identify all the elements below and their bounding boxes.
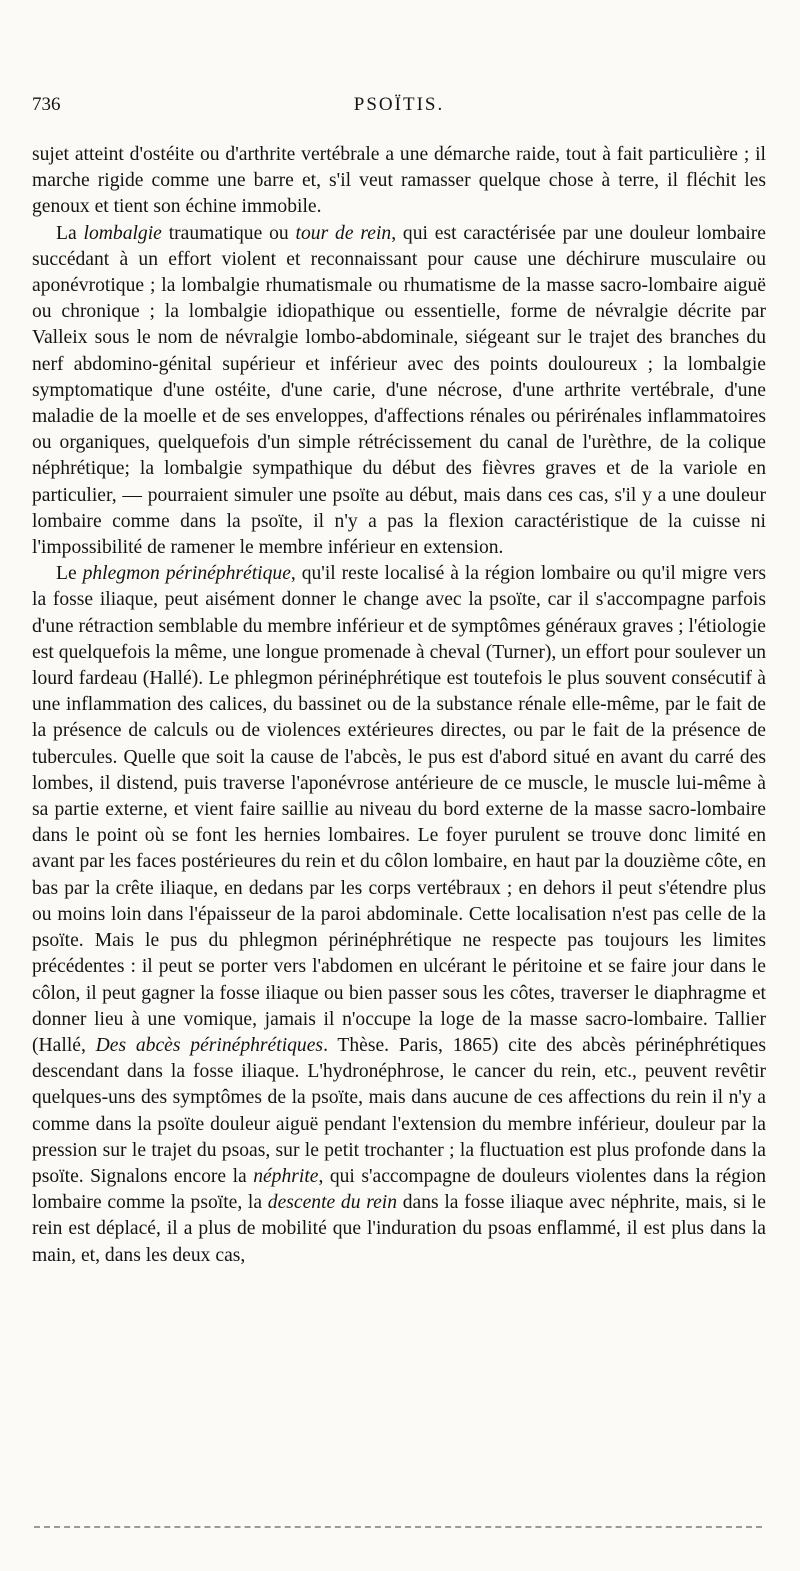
italic-term: lombalgie: [83, 222, 162, 244]
italic-term: néphrite: [253, 1165, 319, 1187]
italic-term: phlegmon périnéphrétique: [82, 563, 291, 585]
page-number: 736: [32, 94, 61, 115]
paragraph: [32, 561, 766, 1268]
text-run: La: [56, 222, 84, 244]
italic-term: Des abcès périnéphrétiques: [95, 1034, 324, 1056]
text-run: , qu'il reste localisé à la région lombaire ou qu'il migre vers la fosse iliaque, peut aisément donner le change avec la psoïte, car il s'accompagne parfois d'une rétraction semblable du membre inférieur et de symptômes généraux graves ; l'étiologie est quelquefois la même, une longue promenade à cheval (Turner), un effort pour soulever un lourd fardeau (Hallé). Le phlegmon périnéphrétique est toutefois le plus souvent consécutif à une inflammation des calices, du bassinet ou de la substance rénale elle-même, par le fait de la présence de calculs ou de violences extérieures directes, ou par le fait de la présence de tubercules. Quelle que soit la cause de l'abcès, le pus est d'abord situé en avant du carré des lombes, il distend, puis traverse l'aponévrose antérieure de ce muscle, le muscle lui-même à sa partie externe, et vient faire saillie au niveau du bord externe de la masse sacro-lombaire dans le point où se font les hernies lombaires. Le foyer purulent se trouve donc limité en avant par les faces postérieures du rein et du côlon lombaire, en haut par la douzième côte, en bas par la crête iliaque, en dedans par les corps vertébraux ; en dehors il peut s'étendre plus ou moins loin dans l'épaisseur de la paroi abdominale. Cette localisation n'est pas celle de la psoïte. Mais le pus du phlegmon périnéphrétique ne respecte pas toujours les limites précédentes : il peut se porter vers l'abdomen en ulcérant le péritoine et se faire jour dans le côlon, il peut gagner la fosse iliaque ou bien passer sous les côtes, traverser le diaphragme et donner lieu à une vomique, jamais il n'occupe la loge de la masse sacro-lombaire. Tallier (Hallé,: [32, 563, 767, 1056]
running-title: PSOÏTIS.: [353, 94, 445, 115]
text-run: dans la fosse iliaque avec néphrite, mais, si le rein est déplacé, il a plus de mobilité que l'induration du psoas enflammé, il est plus dans la main, et, dans les deux cas,: [32, 1192, 766, 1266]
body-text: [32, 142, 766, 1269]
footer-rule: [34, 1526, 762, 1528]
text-run: traumatique ou: [161, 222, 296, 244]
italic-term: descente du rein: [267, 1192, 398, 1214]
text-run: sujet atteint d'ostéite ou d'arthrite vertébrale a une démarche raide, tout à fait particulière ; il marche rigide comme une barre et, s'il veut ramasser quelque chose à terre, il fléchit les genoux et tient son échine immobile.: [32, 144, 766, 218]
paragraph: [32, 142, 766, 221]
text-run: . Thèse. Paris, 1865) cite des abcès périnéphrétiques descendant dans la fosse iliaque. L'hydronéphrose, le cancer du rein, etc., peuvent revêtir quelques-uns des symptômes de la psoïte, mais dans aucune de ces affections du rein il n'y a comme dans la psoïte douleur aiguë pendant l'extension du membre inférieur, douleur par la pression sur le trajet du psoas, sur le petit trochanter ; la fluctuation est plus profonde dans la psoïte. Signalons encore la: [32, 1034, 766, 1187]
text-run: , qui s'accompagne de douleurs violentes dans la région lombaire comme la psoïte, la: [32, 1165, 766, 1214]
running-head: [32, 94, 766, 120]
text-run: , qui est caractérisée par une douleur lombaire succédant à un effort violent et reconnaissant pour cause une déchirure musculaire ou aponévrotique ; la lombalgie rhumatismale ou rhumatisme de la masse sacro-lombaire aiguë ou chronique ; la lombalgie idiopathique ou essentielle, forme de névralgie décrite par Valleix sous le nom de névralgie lombo-abdominale, siégeant sur le trajet des branches du nerf abdomino-génital supérieur et inférieur avec des points douloureux ; la lombalgie symptomatique d'une ostéite, d'une carie, d'une nécrose, d'une arthrite vertébrale, d'une maladie de la moelle et de ses enveloppes, d'affections rénales ou périrénales inflammatoires ou organiques, quelquefois d'un simple rétrécissement du canal de l'urèthre, de la colique néphrétique; la lombalgie sympathique du début des fièvres graves et de la variole en particulier, — pourraient simuler une psoïte au début, mais dans ces cas, s'il y a une douleur lombaire comme dans la psoïte, il n'y a pas la flexion caractéristique de la cuisse ni l'impossibilité de ramener le membre inférieur en extension.: [32, 222, 766, 559]
paragraph: [32, 221, 766, 562]
italic-term: tour de rein: [295, 222, 392, 244]
text-run: Le: [56, 563, 83, 585]
